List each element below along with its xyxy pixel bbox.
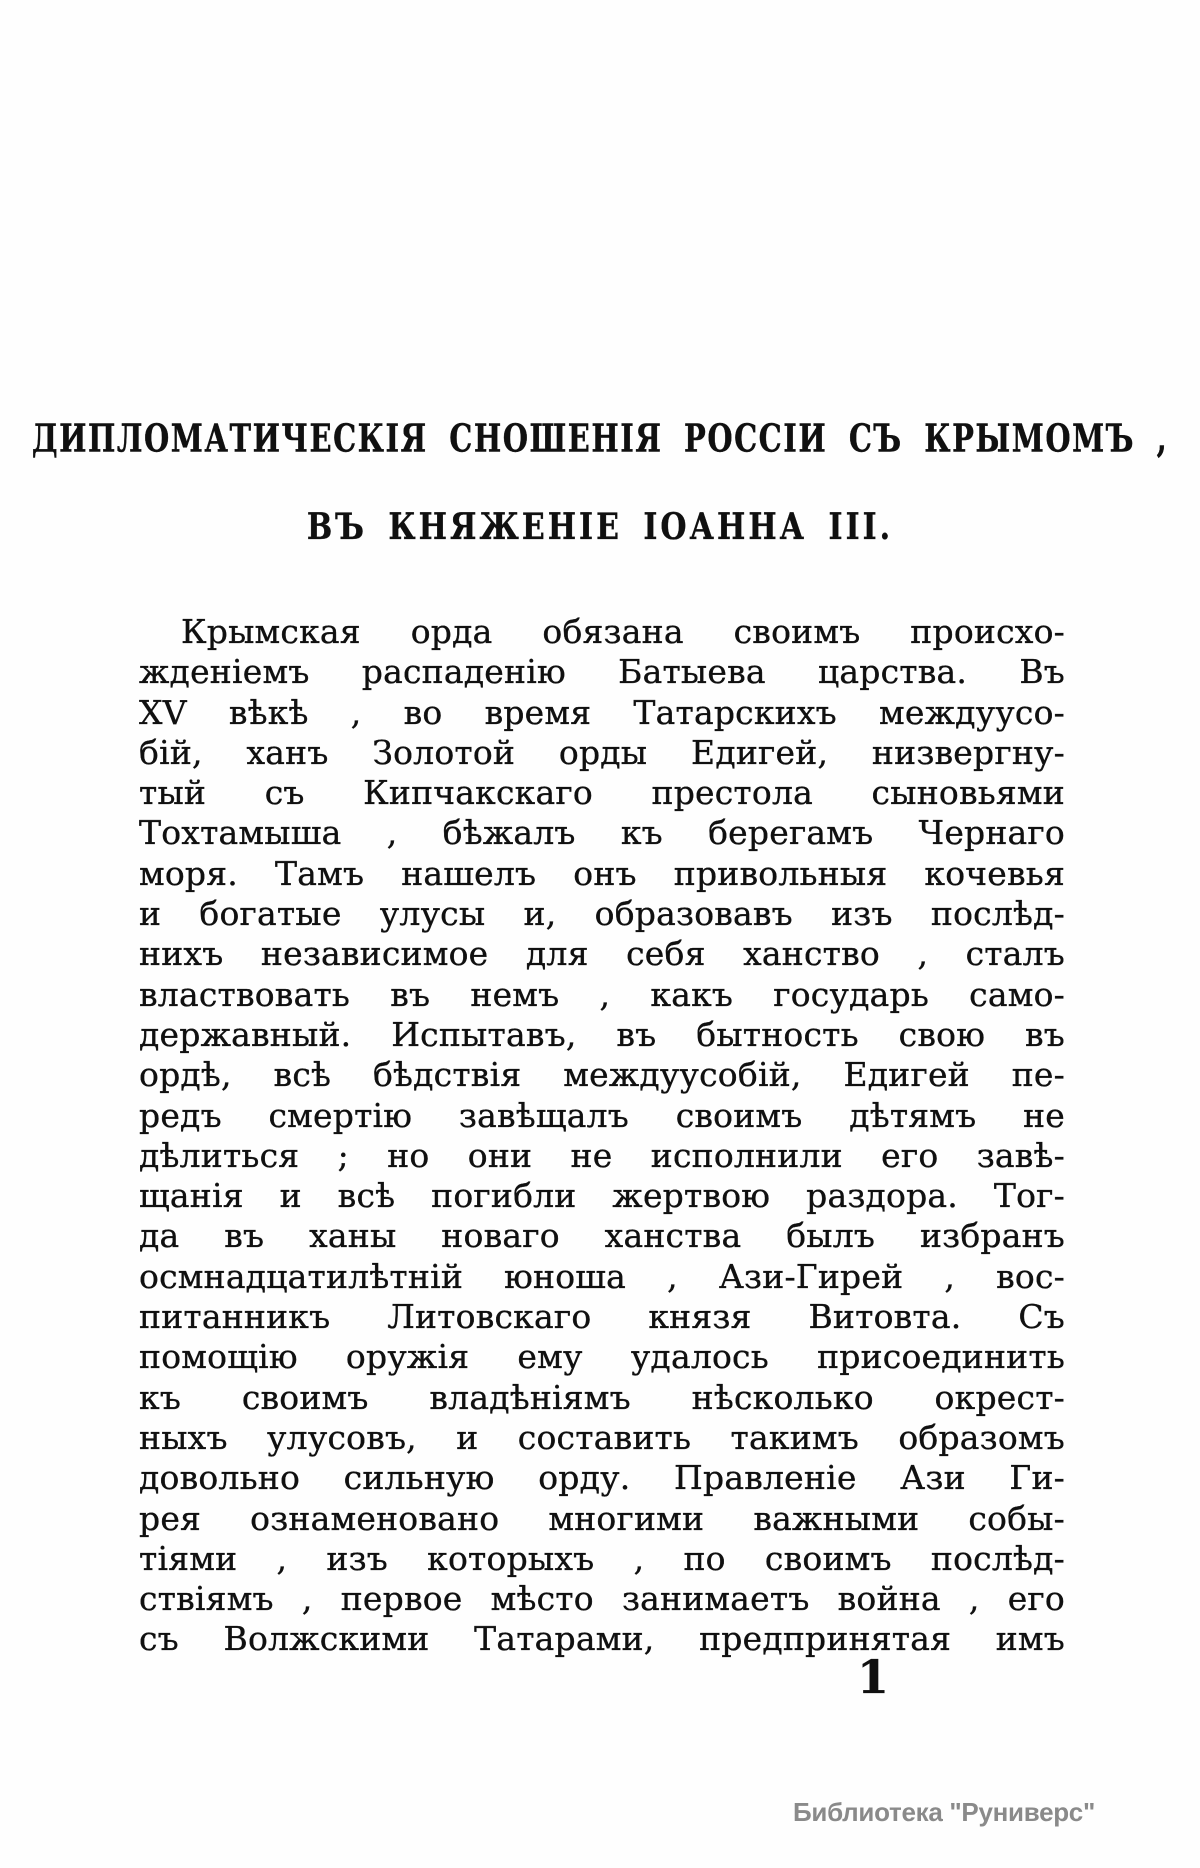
library-watermark: Библиотека "Руниверс" (793, 1797, 1095, 1827)
body-line: рея ознаменовано многими важными собы- (139, 1498, 1065, 1538)
body-line: да въ ханы новаго ханства былъ избранъ (139, 1216, 1065, 1256)
body-line: XV вѣкѣ , во время Татарскихъ междуусо- (139, 692, 1065, 732)
body-line: властвовать въ немъ , какъ государь само- (139, 974, 1065, 1014)
body-line: нихъ независимое для себя ханство , сталъ (139, 934, 1065, 974)
body-line: питанникъ Литовскаго князя Витовта. Съ (139, 1297, 1065, 1337)
body-line: довольно сильную орду. Правленіе Ази Ги- (139, 1458, 1065, 1498)
body-line: Крымская орда обязана своимъ происхо- (181, 612, 1065, 651)
body-line: тый съ Кипчакскаго престола сыновьями (139, 773, 1065, 813)
book-title-line-2: ВЪ КНЯЖЕНІЕ ІОАННА III. (306, 506, 894, 549)
body-line: дѣлиться ; но они не исполнили его завѣ- (139, 1135, 1065, 1175)
body-line: редъ смертію завѣщалъ своимъ дѣтямъ не (139, 1095, 1065, 1135)
body-line: бій, ханъ Золотой орды Едигей, низвергну- (139, 732, 1065, 772)
body-line: ныхъ улусовъ, и составить такимъ образомъ (139, 1417, 1065, 1457)
body-line: ствіямъ , первое мѣсто занимаетъ война , его (139, 1579, 1065, 1619)
body-line: и богатые улусы и, образовавъ изъ послѣд- (139, 894, 1065, 934)
body-text (139, 612, 1065, 1660)
body-line: осмнадцатилѣтній юноша , Ази-Гирей , вос- (139, 1256, 1065, 1296)
body-line: съ Волжскими Татарами, предпринятая имъ (139, 1619, 1065, 1659)
body-line: помощію оружія ему удалось присоединить (139, 1337, 1065, 1377)
body-line: державный. Испытавъ, въ бытность свою въ (139, 1014, 1065, 1054)
body-line: жденіемъ распаденію Батыева царства. Въ (139, 652, 1065, 692)
body-line: щанія и всѣ погибли жертвою раздора. Тог- (139, 1176, 1065, 1216)
body-line: моря. Тамъ нашелъ онъ привольныя кочевья (139, 853, 1065, 893)
body-line: Тохтамыша , бѣжалъ къ берегамъ Чернаго (139, 813, 1065, 853)
page-number: 1 (856, 1650, 889, 1704)
body-line: ордѣ, всѣ бѣдствія междуусобій, Едигей пе- (139, 1055, 1065, 1095)
book-title-line-1: ДИПЛОМАТИЧЕСКІЯ СНОШЕНІЯ РОССІИ СЪ КРЫМОМЪ , (31, 416, 1169, 461)
body-line: тіями , изъ которыхъ , по своимъ послѣд- (139, 1538, 1065, 1578)
body-line: къ своимъ владѣніямъ нѣсколько окрест- (139, 1377, 1065, 1417)
